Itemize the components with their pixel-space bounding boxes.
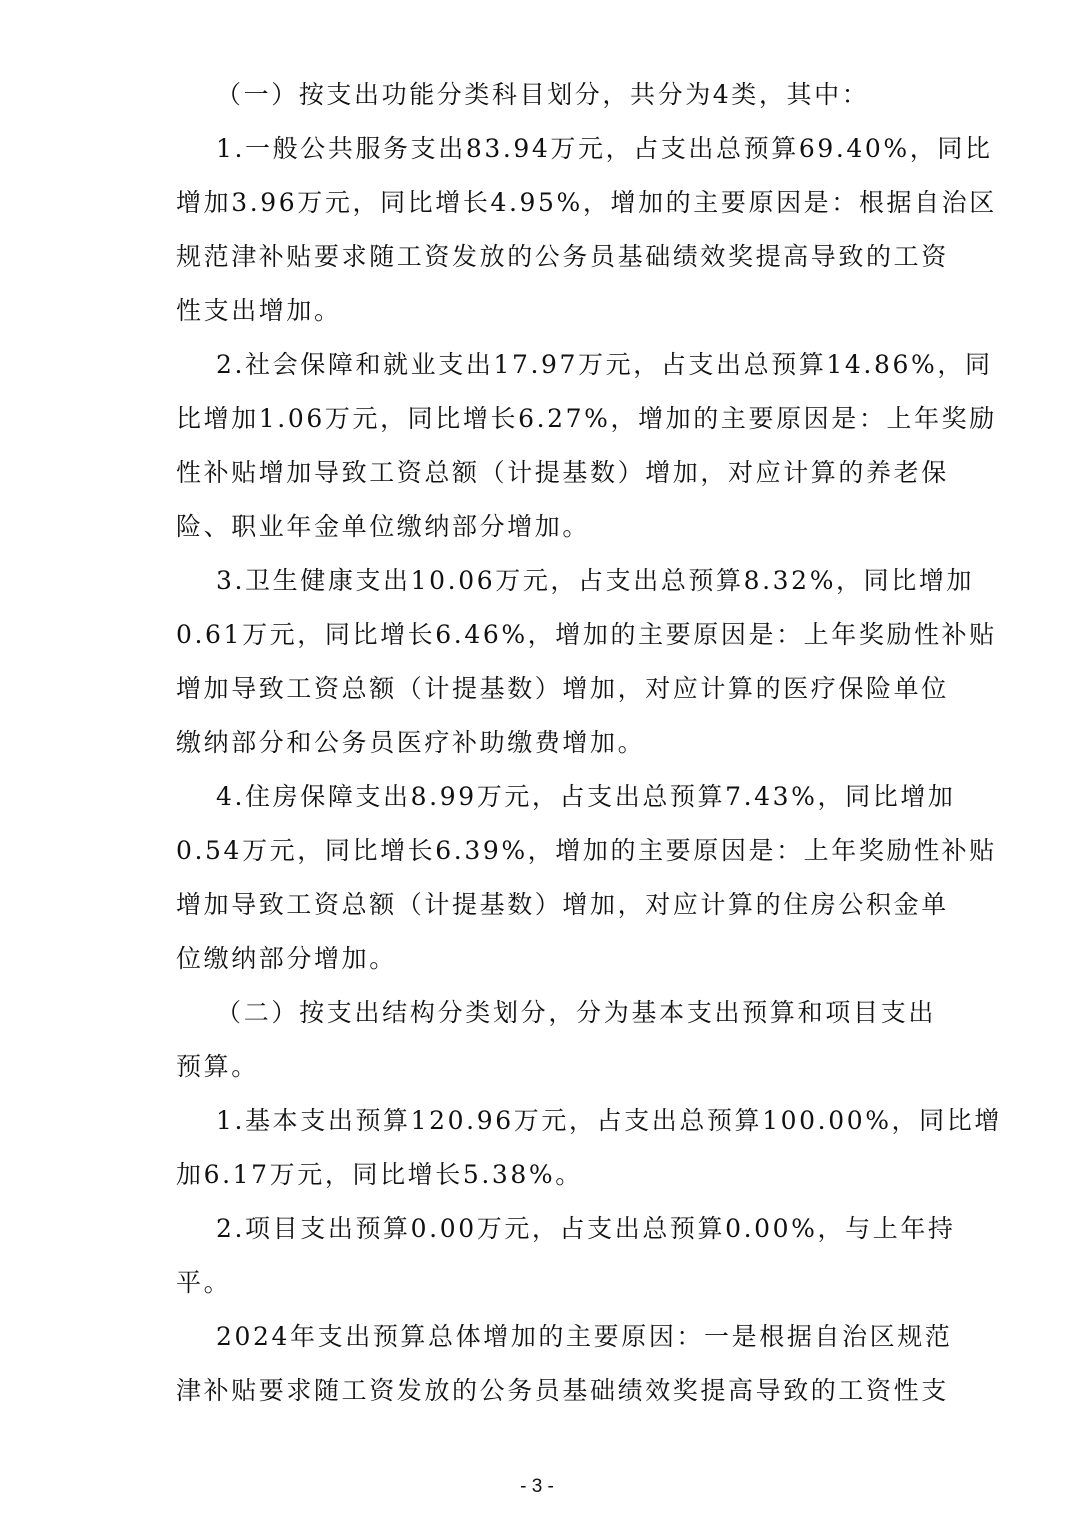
item-social-security-employment <box>176 338 997 554</box>
paragraph-line: 4.住房保障支出8.99万元，占支出总预算7.43%，同比增加 <box>216 782 956 811</box>
item-housing-security <box>176 770 997 986</box>
paragraph-line: 性支出增加。 <box>176 296 342 325</box>
paragraph-line: 2.社会保障和就业支出17.97万元，占支出总预算14.86%，同 <box>216 350 993 379</box>
overall-increase-reason <box>176 1310 953 1418</box>
paragraph-line: 预算。 <box>176 1052 259 1081</box>
paragraph-line: 1.基本支出预算120.96万元，占支出总预算100.00%，同比增 <box>216 1106 1002 1135</box>
paragraph-line: 缴纳部分和公务员医疗补助缴费增加。 <box>176 728 646 757</box>
paragraph-line: 平。 <box>176 1268 232 1297</box>
paragraph-line: 增加导致工资总额（计提基数）增加，对应计算的医疗保险单位 <box>176 674 949 703</box>
paragraph-line: 2.项目支出预算0.00万元，占支出总预算0.00%，与上年持 <box>216 1214 956 1243</box>
paragraph-line: 1.一般公共服务支出83.94万元，占支出总预算69.40%，同比 <box>216 134 993 163</box>
item-general-public-services <box>176 122 997 338</box>
section-heading-by-structure <box>176 986 936 1094</box>
paragraph-line: 比增加1.06万元，同比增长6.27%，增加的主要原因是：上年奖励 <box>176 404 997 433</box>
item-project-expenditure <box>176 1202 956 1310</box>
paragraph-line: 增加导致工资总额（计提基数）增加，对应计算的住房公积金单 <box>176 890 949 919</box>
paragraph-line: （一）按支出功能分类科目划分，共分为4类，其中： <box>216 80 870 109</box>
item-basic-expenditure <box>176 1094 1002 1202</box>
paragraph-line: 0.54万元，同比增长6.39%，增加的主要原因是：上年奖励性补贴 <box>176 836 997 865</box>
item-health <box>176 554 997 770</box>
section-heading-by-function <box>176 68 936 122</box>
page-number: - 3 - <box>520 1476 554 1497</box>
paragraph-line: （二）按支出结构分类划分，分为基本支出预算和项目支出 <box>216 998 936 1027</box>
paragraph-line: 津补贴要求随工资发放的公务员基础绩效奖提高导致的工资性支 <box>176 1376 949 1405</box>
paragraph-line: 规范津补贴要求随工资发放的公务员基础绩效奖提高导致的工资 <box>176 242 949 271</box>
paragraph-line: 增加3.96万元，同比增长4.95%，增加的主要原因是：根据自治区 <box>176 188 997 217</box>
body-text <box>176 68 1002 1418</box>
paragraph-line: 险、职业年金单位缴纳部分增加。 <box>176 512 591 541</box>
paragraph-line: 2024年支出预算总体增加的主要原因：一是根据自治区规范 <box>216 1322 953 1351</box>
paragraph-line: 0.61万元，同比增长6.46%，增加的主要原因是：上年奖励性补贴 <box>176 620 997 649</box>
paragraph-line: 加6.17万元，同比增长5.38%。 <box>176 1160 583 1189</box>
paragraph-line: 3.卫生健康支出10.06万元，占支出总预算8.32%，同比增加 <box>216 566 975 595</box>
paragraph-line: 位缴纳部分增加。 <box>176 944 397 973</box>
paragraph-line: 性补贴增加导致工资总额（计提基数）增加，对应计算的养老保 <box>176 458 949 487</box>
